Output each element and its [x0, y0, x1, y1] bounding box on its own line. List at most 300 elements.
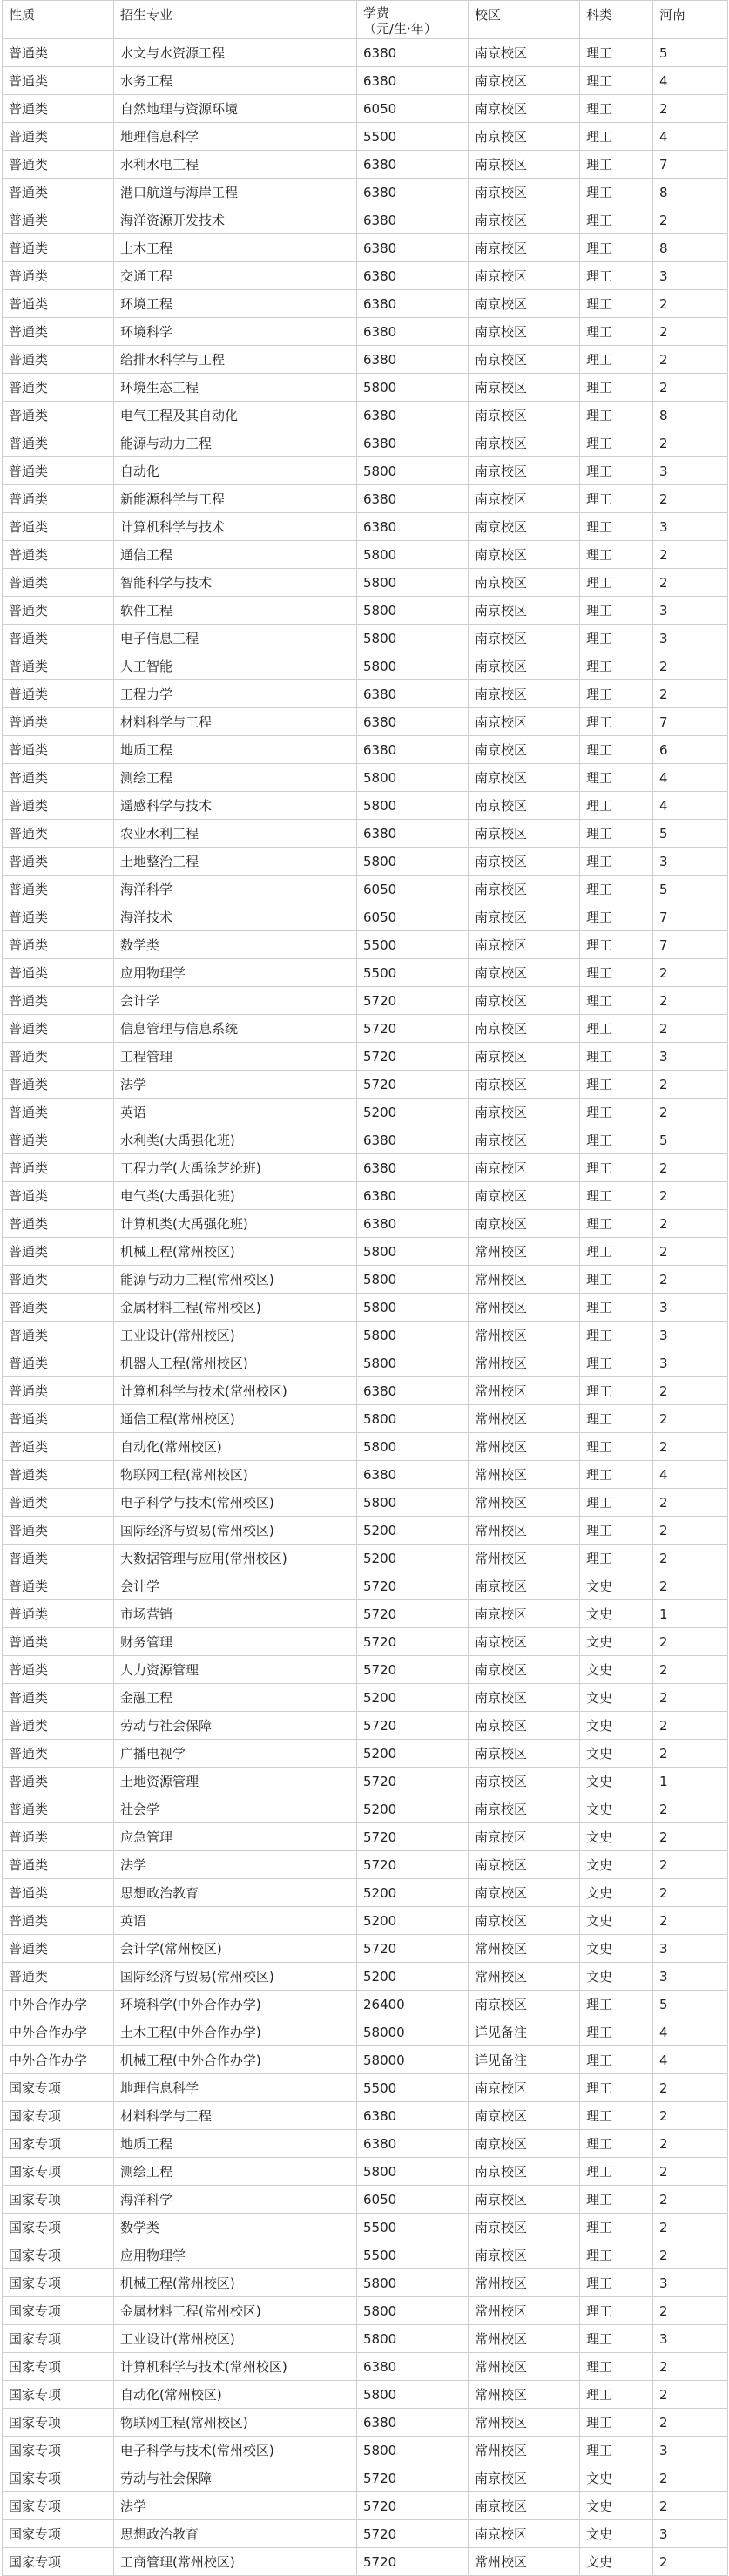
table-row: [3, 792, 728, 820]
cell-major: 电子科学与技术(常州校区): [114, 1489, 357, 1517]
cell-type: 普通类: [3, 457, 114, 485]
cell-major: 水利水电工程: [114, 151, 357, 179]
cell-category: 文史: [580, 1600, 653, 1628]
cell-type: 普通类: [3, 1238, 114, 1266]
cell-type: 普通类: [3, 374, 114, 402]
table-row: [3, 2353, 728, 2381]
cell-campus: 南京校区: [469, 262, 580, 290]
cell-campus: 南京校区: [469, 2492, 580, 2520]
table-row: [3, 680, 728, 708]
cell-category: 理工: [580, 2381, 653, 2409]
cell-major: 海洋资源开发技术: [114, 206, 357, 234]
cell-fee: 5800: [357, 625, 469, 652]
cell-campus: 南京校区: [469, 2214, 580, 2241]
cell-type: 普通类: [3, 1433, 114, 1461]
cell-type: 国家专项: [3, 2158, 114, 2186]
cell-fee: 5800: [357, 764, 469, 792]
table-row: [3, 1294, 728, 1322]
cell-fee: 6050: [357, 903, 469, 931]
cell-campus: 南京校区: [469, 2241, 580, 2269]
cell-category: 理工: [580, 2241, 653, 2269]
cell-campus: 南京校区: [469, 1628, 580, 1656]
cell-category: 理工: [580, 931, 653, 959]
header-fee: [357, 1, 469, 39]
cell-type: 国家专项: [3, 2325, 114, 2353]
cell-type: 普通类: [3, 1154, 114, 1182]
cell-campus: 南京校区: [469, 2186, 580, 2214]
cell-campus: 南京校区: [469, 485, 580, 513]
cell-quota: 2: [653, 2241, 728, 2269]
header-fee-line2: （元/生·年）: [363, 21, 437, 37]
cell-type: 普通类: [3, 206, 114, 234]
cell-category: 理工: [580, 67, 653, 95]
table-row: [3, 1628, 728, 1656]
table-row: [3, 123, 728, 151]
cell-major: 农业水利工程: [114, 820, 357, 848]
cell-category: 理工: [580, 1517, 653, 1545]
cell-type: 普通类: [3, 318, 114, 346]
cell-quota: 2: [653, 1795, 728, 1823]
cell-category: 理工: [580, 792, 653, 820]
table-row: [3, 903, 728, 931]
table-row: [3, 736, 728, 764]
cell-fee: 5720: [357, 1823, 469, 1851]
cell-type: 普通类: [3, 597, 114, 625]
cell-fee: 5800: [357, 2381, 469, 2409]
cell-type: 普通类: [3, 736, 114, 764]
cell-major: 遥感科学与技术: [114, 792, 357, 820]
cell-type: 普通类: [3, 820, 114, 848]
cell-fee: 6380: [357, 318, 469, 346]
cell-major: 工程管理: [114, 1043, 357, 1071]
cell-major: 海洋科学: [114, 2186, 357, 2214]
cell-quota: 2: [653, 1154, 728, 1182]
cell-category: 文史: [580, 1740, 653, 1768]
cell-quota: 5: [653, 1991, 728, 2018]
cell-fee: 5720: [357, 1572, 469, 1600]
cell-fee: 5720: [357, 2520, 469, 2548]
cell-quota: 2: [653, 2130, 728, 2158]
cell-type: 普通类: [3, 1294, 114, 1322]
cell-fee: 5800: [357, 569, 469, 597]
table-row: [3, 346, 728, 374]
cell-major: 给排水科学与工程: [114, 346, 357, 374]
cell-category: 理工: [580, 597, 653, 625]
header-fee-line1: 学费: [363, 5, 390, 21]
cell-quota: 2: [653, 1684, 728, 1712]
cell-quota: 3: [653, 262, 728, 290]
cell-category: 理工: [580, 848, 653, 876]
cell-major: 能源与动力工程: [114, 429, 357, 457]
cell-campus: 南京校区: [469, 1182, 580, 1210]
cell-category: 理工: [580, 2130, 653, 2158]
table-row: [3, 457, 728, 485]
cell-type: 普通类: [3, 1405, 114, 1433]
table-row: [3, 2074, 728, 2102]
cell-fee: 5800: [357, 1266, 469, 1294]
table-row: [3, 820, 728, 848]
table-row: [3, 2130, 728, 2158]
table-row: [3, 1963, 728, 1991]
cell-quota: 7: [653, 151, 728, 179]
table-row: [3, 597, 728, 625]
cell-type: 普通类: [3, 1572, 114, 1600]
cell-fee: 5720: [357, 1015, 469, 1043]
cell-fee: 6380: [357, 1126, 469, 1154]
cell-category: 文史: [580, 1656, 653, 1684]
cell-quota: 2: [653, 374, 728, 402]
cell-type: 国家专项: [3, 2353, 114, 2381]
cell-fee: 5800: [357, 1294, 469, 1322]
cell-campus: 详见备注: [469, 2018, 580, 2046]
cell-type: 普通类: [3, 290, 114, 318]
cell-fee: 5200: [357, 1517, 469, 1545]
cell-campus: 南京校区: [469, 429, 580, 457]
cell-fee: 5500: [357, 959, 469, 987]
cell-major: 思想政治教育: [114, 1879, 357, 1907]
cell-campus: 南京校区: [469, 931, 580, 959]
cell-campus: 常州校区: [469, 1517, 580, 1545]
cell-type: 中外合作办学: [3, 1991, 114, 2018]
table-row: [3, 2158, 728, 2186]
cell-major: 机械工程(常州校区): [114, 2269, 357, 2297]
table-row: [3, 959, 728, 987]
table-row: [3, 2269, 728, 2297]
cell-campus: 南京校区: [469, 1823, 580, 1851]
cell-type: 普通类: [3, 513, 114, 541]
cell-major: 应用物理学: [114, 959, 357, 987]
cell-quota: 1: [653, 1600, 728, 1628]
cell-major: 海洋技术: [114, 903, 357, 931]
cell-fee: 58000: [357, 2018, 469, 2046]
cell-quota: 2: [653, 1907, 728, 1935]
cell-category: 理工: [580, 457, 653, 485]
cell-type: 普通类: [3, 1795, 114, 1823]
cell-type: 普通类: [3, 1015, 114, 1043]
cell-type: 普通类: [3, 1907, 114, 1935]
cell-campus: 常州校区: [469, 1238, 580, 1266]
cell-campus: 南京校区: [469, 2464, 580, 2492]
cell-type: 国家专项: [3, 2102, 114, 2130]
cell-major: 测绘工程: [114, 764, 357, 792]
cell-campus: 详见备注: [469, 2046, 580, 2074]
table-row: [3, 2409, 728, 2437]
cell-major: 环境科学: [114, 318, 357, 346]
cell-major: 环境生态工程: [114, 374, 357, 402]
cell-major: 环境科学(中外合作办学): [114, 1991, 357, 2018]
cell-quota: 3: [653, 1349, 728, 1377]
cell-campus: 常州校区: [469, 1349, 580, 1377]
cell-type: 国家专项: [3, 2548, 114, 2576]
cell-type: 国家专项: [3, 2186, 114, 2214]
cell-quota: 4: [653, 792, 728, 820]
cell-fee: 5800: [357, 1405, 469, 1433]
cell-quota: 4: [653, 2046, 728, 2074]
cell-major: 地质工程: [114, 736, 357, 764]
cell-campus: 南京校区: [469, 1684, 580, 1712]
cell-campus: 南京校区: [469, 625, 580, 652]
table-row: [3, 1099, 728, 1126]
cell-category: 文史: [580, 2464, 653, 2492]
cell-major: 机械工程(中外合作办学): [114, 2046, 357, 2074]
cell-major: 自动化: [114, 457, 357, 485]
cell-quota: 2: [653, 1712, 728, 1740]
table-row: [3, 1322, 728, 1349]
cell-major: 交通工程: [114, 262, 357, 290]
cell-campus: 常州校区: [469, 1405, 580, 1433]
cell-major: 计算机科学与技术(常州校区): [114, 2353, 357, 2381]
cell-campus: 南京校区: [469, 987, 580, 1015]
cell-type: 普通类: [3, 39, 114, 67]
cell-type: 普通类: [3, 541, 114, 569]
cell-category: 理工: [580, 2074, 653, 2102]
cell-campus: 南京校区: [469, 848, 580, 876]
cell-campus: 南京校区: [469, 652, 580, 680]
table-body: [3, 39, 728, 2576]
table-row: [3, 290, 728, 318]
cell-quota: 2: [653, 959, 728, 987]
cell-category: 理工: [580, 513, 653, 541]
cell-campus: 南京校区: [469, 234, 580, 262]
cell-type: 普通类: [3, 151, 114, 179]
cell-quota: 7: [653, 931, 728, 959]
cell-fee: 6380: [357, 151, 469, 179]
cell-campus: 常州校区: [469, 1963, 580, 1991]
table-row: [3, 2548, 728, 2576]
cell-fee: 5800: [357, 1489, 469, 1517]
cell-quota: 2: [653, 1545, 728, 1572]
table-row: [3, 67, 728, 95]
table-row: [3, 569, 728, 597]
cell-fee: 6380: [357, 1210, 469, 1238]
cell-type: 普通类: [3, 1851, 114, 1879]
cell-campus: 南京校区: [469, 1015, 580, 1043]
cell-quota: 3: [653, 513, 728, 541]
cell-campus: 南京校区: [469, 346, 580, 374]
cell-category: 文史: [580, 1768, 653, 1795]
cell-quota: 2: [653, 569, 728, 597]
cell-category: 理工: [580, 1015, 653, 1043]
cell-major: 财务管理: [114, 1628, 357, 1656]
cell-major: 英语: [114, 1907, 357, 1935]
cell-major: 地理信息科学: [114, 123, 357, 151]
cell-quota: 5: [653, 39, 728, 67]
cell-major: 计算机类(大禹强化班): [114, 1210, 357, 1238]
cell-quota: 2: [653, 1517, 728, 1545]
table-row: [3, 1879, 728, 1907]
table-header: [3, 1, 728, 39]
cell-category: 理工: [580, 2214, 653, 2241]
cell-quota: 2: [653, 1099, 728, 1126]
cell-major: 材料科学与工程: [114, 708, 357, 736]
cell-category: 理工: [580, 652, 653, 680]
cell-fee: 6050: [357, 95, 469, 123]
cell-type: 普通类: [3, 1935, 114, 1963]
cell-fee: 5800: [357, 2269, 469, 2297]
cell-quota: 2: [653, 346, 728, 374]
cell-category: 理工: [580, 1322, 653, 1349]
cell-major: 物联网工程(常州校区): [114, 1461, 357, 1489]
cell-type: 普通类: [3, 1517, 114, 1545]
cell-campus: 南京校区: [469, 1154, 580, 1182]
cell-major: 会计学: [114, 1572, 357, 1600]
cell-fee: 5800: [357, 2437, 469, 2464]
cell-type: 普通类: [3, 1768, 114, 1795]
cell-category: 理工: [580, 1210, 653, 1238]
cell-category: 理工: [580, 95, 653, 123]
cell-campus: 南京校区: [469, 1126, 580, 1154]
cell-type: 普通类: [3, 1126, 114, 1154]
cell-quota: 2: [653, 290, 728, 318]
cell-campus: 常州校区: [469, 2548, 580, 2576]
cell-category: 文史: [580, 1879, 653, 1907]
cell-quota: 2: [653, 1377, 728, 1405]
cell-fee: 58000: [357, 2046, 469, 2074]
cell-category: 理工: [580, 1238, 653, 1266]
table-row: [3, 95, 728, 123]
cell-major: 法学: [114, 1071, 357, 1099]
cell-quota: 3: [653, 597, 728, 625]
cell-type: 普通类: [3, 1740, 114, 1768]
table-row: [3, 2464, 728, 2492]
cell-campus: 南京校区: [469, 569, 580, 597]
cell-major: 国际经济与贸易(常州校区): [114, 1517, 357, 1545]
cell-major: 电气工程及其自动化: [114, 402, 357, 429]
table-row: [3, 2102, 728, 2130]
cell-major: 人力资源管理: [114, 1656, 357, 1684]
cell-category: 理工: [580, 374, 653, 402]
cell-type: 普通类: [3, 1182, 114, 1210]
cell-quota: 7: [653, 903, 728, 931]
cell-type: 普通类: [3, 179, 114, 206]
cell-category: 文史: [580, 1684, 653, 1712]
cell-category: 文史: [580, 2492, 653, 2520]
cell-major: 国际经济与贸易(常州校区): [114, 1963, 357, 1991]
cell-major: 广播电视学: [114, 1740, 357, 1768]
cell-quota: 2: [653, 1238, 728, 1266]
cell-fee: 5720: [357, 1935, 469, 1963]
cell-fee: 6380: [357, 67, 469, 95]
cell-campus: 南京校区: [469, 1740, 580, 1768]
cell-fee: 6050: [357, 876, 469, 903]
cell-category: 理工: [580, 541, 653, 569]
cell-campus: 常州校区: [469, 2353, 580, 2381]
cell-campus: 南京校区: [469, 1712, 580, 1740]
cell-fee: 6380: [357, 513, 469, 541]
cell-major: 水利类(大禹强化班): [114, 1126, 357, 1154]
cell-category: 理工: [580, 2046, 653, 2074]
cell-fee: 6380: [357, 429, 469, 457]
table-row: [3, 1154, 728, 1182]
cell-major: 会计学(常州校区): [114, 1935, 357, 1963]
cell-quota: 2: [653, 318, 728, 346]
cell-category: 理工: [580, 429, 653, 457]
cell-category: 理工: [580, 820, 653, 848]
cell-major: 物联网工程(常州校区): [114, 2409, 357, 2437]
cell-quota: 2: [653, 2074, 728, 2102]
cell-category: 理工: [580, 1349, 653, 1377]
table-row: [3, 1349, 728, 1377]
cell-category: 理工: [580, 2437, 653, 2464]
cell-type: 普通类: [3, 1266, 114, 1294]
cell-fee: 5800: [357, 457, 469, 485]
cell-quota: 2: [653, 1740, 728, 1768]
cell-quota: 2: [653, 1628, 728, 1656]
cell-campus: 常州校区: [469, 1461, 580, 1489]
cell-major: 市场营销: [114, 1600, 357, 1628]
cell-category: 理工: [580, 569, 653, 597]
cell-fee: 5200: [357, 1963, 469, 1991]
cell-quota: 3: [653, 2520, 728, 2548]
cell-category: 理工: [580, 987, 653, 1015]
cell-fee: 5800: [357, 2325, 469, 2353]
cell-campus: 南京校区: [469, 1851, 580, 1879]
cell-fee: 6380: [357, 179, 469, 206]
cell-quota: 8: [653, 234, 728, 262]
cell-category: 理工: [580, 123, 653, 151]
cell-campus: 常州校区: [469, 2325, 580, 2353]
cell-type: 国家专项: [3, 2269, 114, 2297]
cell-fee: 5720: [357, 2492, 469, 2520]
cell-campus: 南京校区: [469, 792, 580, 820]
cell-category: 理工: [580, 39, 653, 67]
cell-category: 理工: [580, 234, 653, 262]
cell-fee: 5800: [357, 1322, 469, 1349]
cell-campus: 南京校区: [469, 2520, 580, 2548]
cell-category: 理工: [580, 1294, 653, 1322]
cell-category: 理工: [580, 736, 653, 764]
cell-campus: 南京校区: [469, 206, 580, 234]
table-row: [3, 2018, 728, 2046]
cell-category: 理工: [580, 876, 653, 903]
cell-fee: 5500: [357, 931, 469, 959]
cell-major: 通信工程: [114, 541, 357, 569]
cell-type: 普通类: [3, 1628, 114, 1656]
cell-category: 理工: [580, 346, 653, 374]
table-row: [3, 1489, 728, 1517]
cell-major: 通信工程(常州校区): [114, 1405, 357, 1433]
cell-fee: 5800: [357, 1238, 469, 1266]
cell-quota: 2: [653, 1405, 728, 1433]
cell-major: 自动化(常州校区): [114, 2381, 357, 2409]
cell-type: 国家专项: [3, 2492, 114, 2520]
cell-quota: 2: [653, 1489, 728, 1517]
table-row: [3, 1768, 728, 1795]
cell-type: 国家专项: [3, 2409, 114, 2437]
cell-major: 机器人工程(常州校区): [114, 1349, 357, 1377]
cell-fee: 6380: [357, 708, 469, 736]
cell-fee: 6380: [357, 39, 469, 67]
cell-quota: 2: [653, 429, 728, 457]
cell-major: 工程力学: [114, 680, 357, 708]
cell-campus: 南京校区: [469, 179, 580, 206]
cell-type: 国家专项: [3, 2437, 114, 2464]
cell-campus: 南京校区: [469, 95, 580, 123]
cell-fee: 5800: [357, 652, 469, 680]
cell-campus: 常州校区: [469, 2297, 580, 2325]
cell-type: 普通类: [3, 1322, 114, 1349]
table-row: [3, 987, 728, 1015]
cell-quota: 2: [653, 1182, 728, 1210]
cell-major: 水文与水资源工程: [114, 39, 357, 67]
cell-fee: 5800: [357, 2158, 469, 2186]
cell-quota: 2: [653, 1266, 728, 1294]
cell-campus: 南京校区: [469, 1656, 580, 1684]
cell-campus: 南京校区: [469, 290, 580, 318]
cell-major: 地质工程: [114, 2130, 357, 2158]
cell-fee: 5500: [357, 123, 469, 151]
cell-fee: 6380: [357, 485, 469, 513]
